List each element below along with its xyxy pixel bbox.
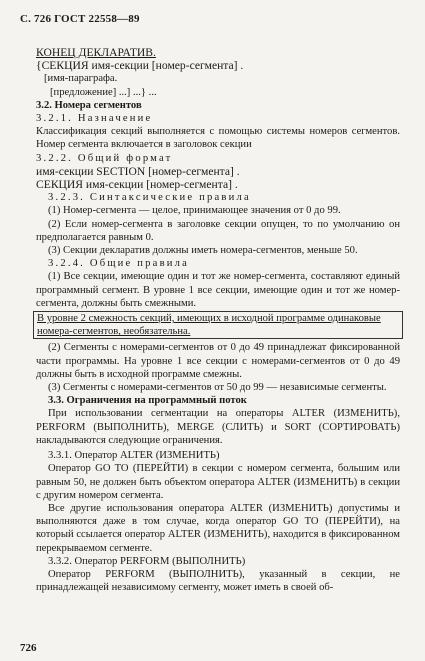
- subsection-heading-3-3-1: 3.3.1. Оператор ALTER (ИЗМЕНИТЬ): [48, 450, 220, 462]
- subsection-heading-3-2-2: 3.2.2. Общий формат: [36, 152, 173, 164]
- page-number: 726: [20, 642, 37, 654]
- subsection-heading-3-2-4: 3.2.4. Общие правила: [48, 258, 190, 270]
- subsection-heading-3-3-2: 3.3.2. Оператор PERFORM (ВЫПОЛНИТЬ): [48, 555, 246, 567]
- general-rule-3: (3) Сегменты с номерами-сегментов от 50 до 99 — независимые сегменты.: [48, 382, 387, 394]
- subsection-heading-3-2-3: 3.2.3. Синтаксические правила: [48, 192, 251, 204]
- subsection-heading-3-2-1: 3.2.1. Назначение: [36, 113, 153, 125]
- page-header: С. 726 ГОСТ 22558—89: [20, 13, 140, 25]
- syntax-paragraph-line: [имя-параграфа.: [44, 73, 118, 85]
- syntax-sentence-line: [предложение] ...] ...} ...: [50, 86, 157, 98]
- section-heading-3-3: 3.3. Ограничения на программный поток: [48, 395, 247, 407]
- general-rule-2: (2) Сегменты с номерами-сегментов от 0 до 49 принадлежат фиксированной части программы. На уровне 1 все секции с номерами-сегментов от 0 до 49 должны быть в исходной программе смежны.: [36, 342, 400, 380]
- paragraph-other-alter-uses: Все другие использования оператора ALTER (ИЗМЕНИТЬ) допустимы и выполняются даже в том случае, когда оператор GO TO (ПЕРЕЙТИ), на который ссылается оператор ALTER (ИЗМЕНИТЬ), находится в фиксированном перекрываемом сегменте.: [36, 502, 400, 554]
- paragraph-classification: Классификация секций выполняется с помощью системы номеров сегментов. Номер сегмента включается в заголовок секции: [36, 126, 400, 151]
- syntax-section-line: {СЕКЦИЯ имя-секции [номер-сегмента] .: [36, 59, 244, 73]
- syntax-rule-1: (1) Номер-сегмента — целое, принимающее значения от 0 до 99.: [48, 205, 341, 217]
- level-2-note-text: В уровне 2 смежность секций, имеющих в исходной программе одинаковые номера-сегментов, необязательна.: [37, 313, 381, 338]
- syntax-rule-3: (3) Секции декларатив должны иметь номера-сегментов, меньше 50.: [48, 245, 358, 257]
- declaratives-end-line: КОНЕЦ ДЕКЛАРАТИВ.: [36, 46, 156, 59]
- format-line-section-en: имя-секции SECTION [номер-сегмента] .: [36, 164, 240, 178]
- syntax-rule-2: (2) Если номер-сегмента в заголовке секции опущен, то по умолчанию он предполагается равным 0.: [36, 218, 400, 243]
- format-line-section-ru: СЕКЦИЯ имя-секции [номер-сегмента] .: [36, 178, 238, 192]
- section-heading-3-2: 3.2. Номера сегментов: [36, 99, 142, 111]
- paragraph-segmentation-limits: При использовании сегментации на операторы ALTER (ИЗМЕНИТЬ), PERFORM (ВЫПОЛНИТЬ), MERGE (СЛИТЬ) и SORT (СОРТИРОВАТЬ) накладываются следующие ограничения.: [36, 408, 400, 446]
- paragraph-goto-alter: Оператор GO TO (ПЕРЕЙТИ) в секции с номером сегмента, большим или равным 50, не должен быть объектом оператора ALTER (ИЗМЕНИТЬ) в секции с другим номером сегмента.: [36, 463, 400, 501]
- document-body: [36, 46, 400, 594]
- general-rule-1: (1) Все секции, имеющие один и тот же номер-сегмента, составляют единый программный сегмент. В уровне 1 все секции, имеющие один и тот же номер-сегмента, должны быть смежными.: [36, 271, 400, 309]
- paragraph-perform: Оператор PERFORM (ВЫПОЛНИТЬ), указанный в секции, не принадлежащей независимому сегменту, может иметь в своей об-: [36, 568, 400, 594]
- level-2-note-box: [33, 311, 403, 339]
